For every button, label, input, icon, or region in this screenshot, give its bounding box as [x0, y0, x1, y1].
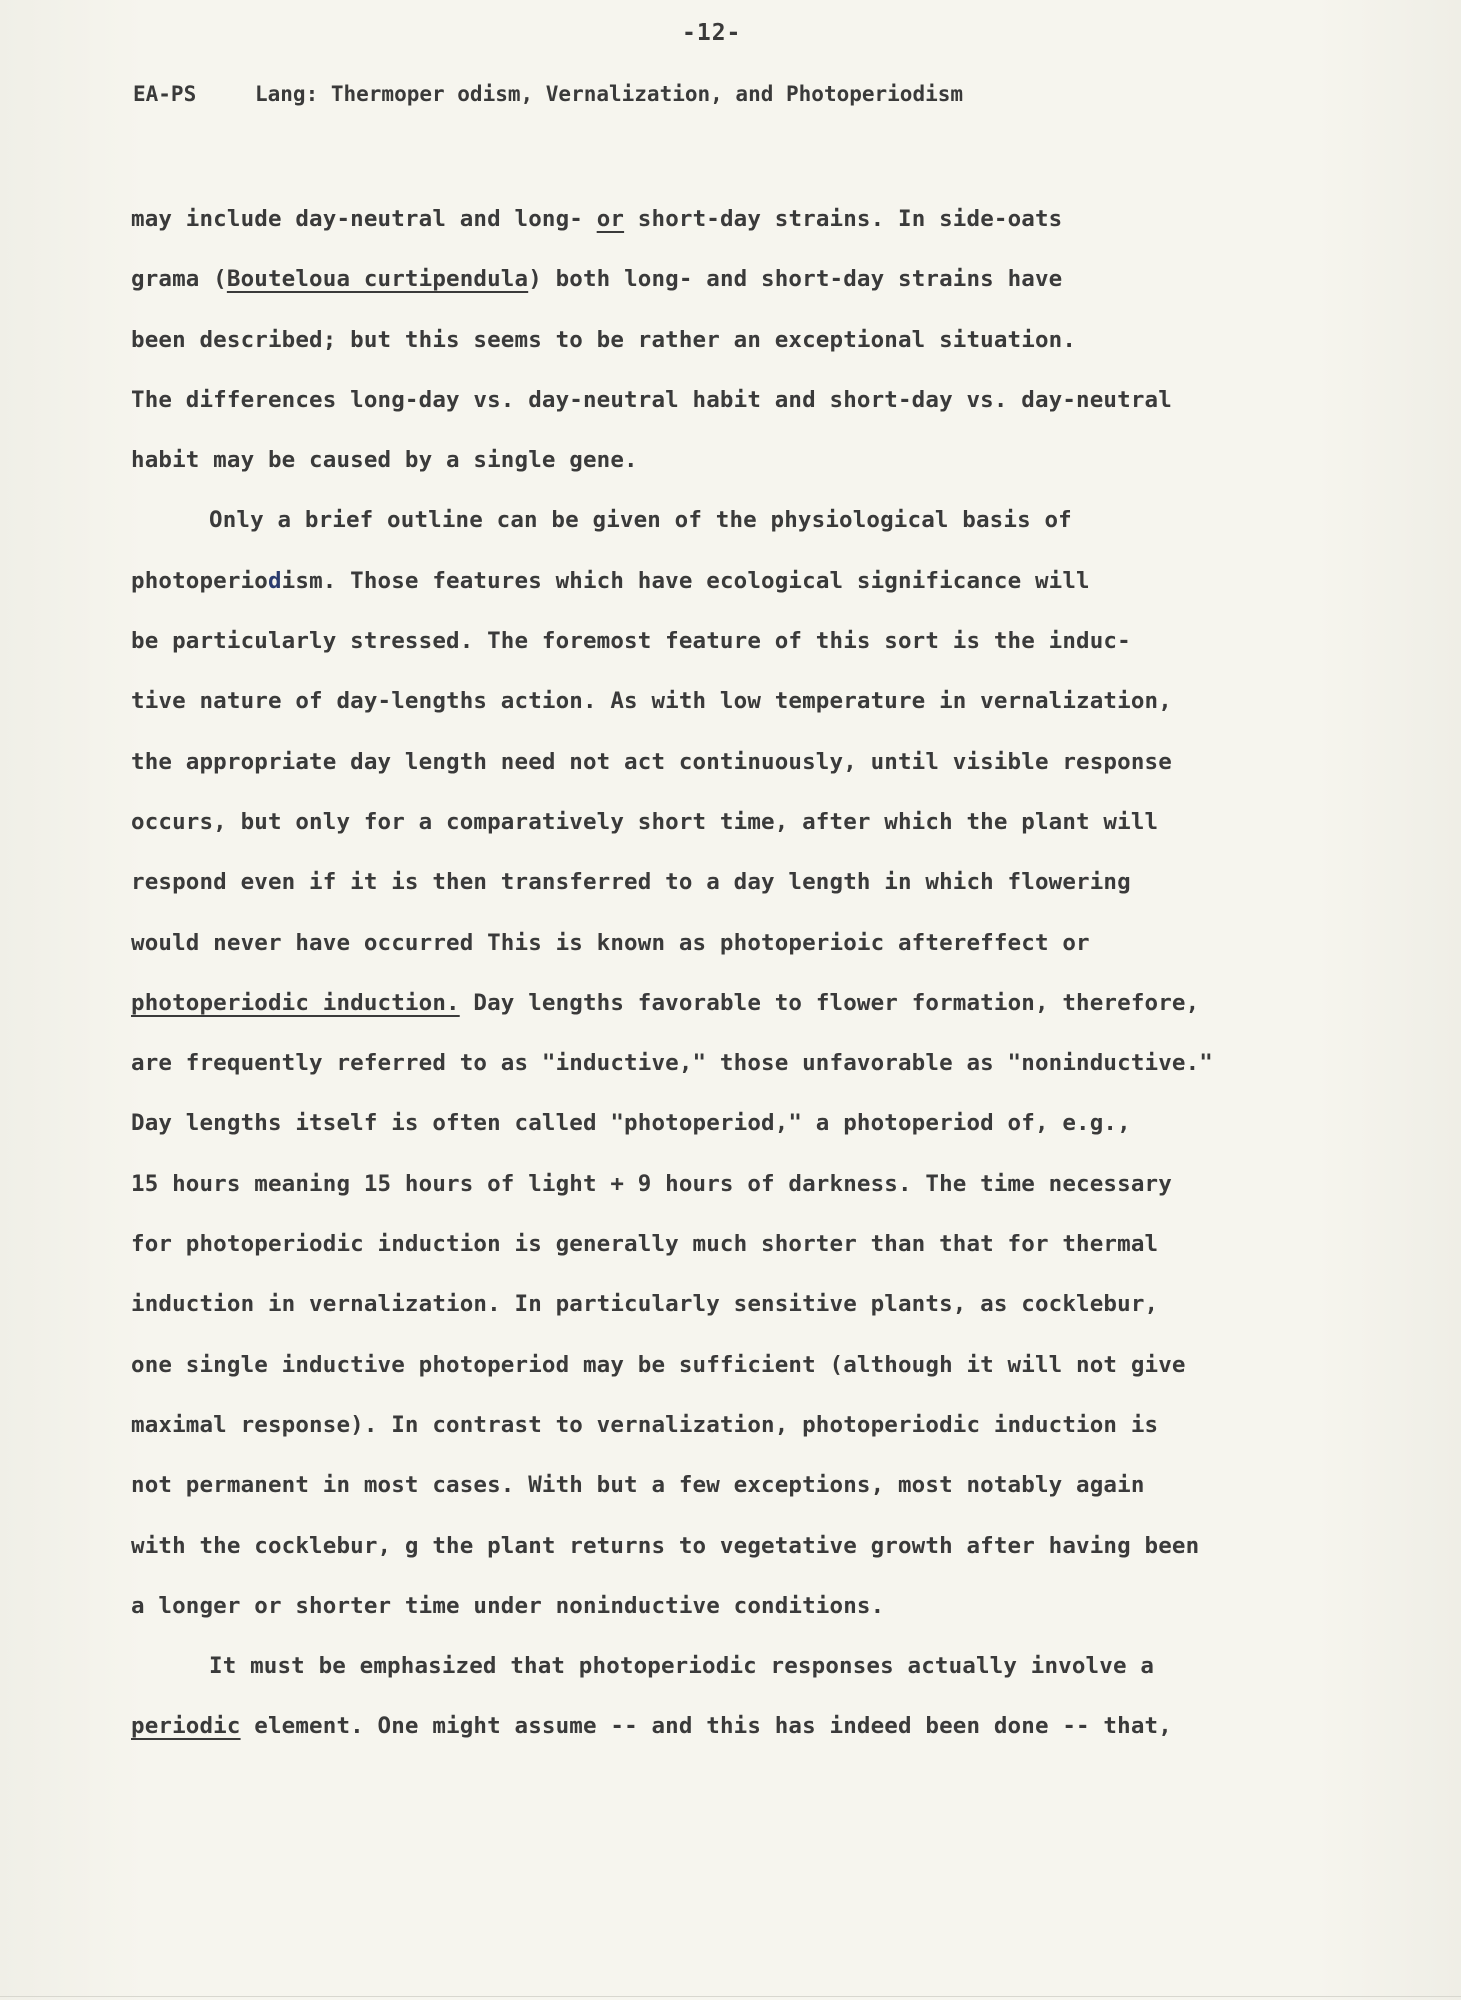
- underlined-text: Bouteloua curtipendula: [226, 266, 529, 293]
- text-segment: Day lengths favorable to flower formation, therefore,: [459, 989, 1200, 1016]
- text-line: the appropriate day length need not act continuously, until visible response: [131, 748, 1172, 775]
- text-line: been described; but this seems to be rather an exceptional situation.: [131, 326, 1077, 353]
- text-line: 15 hours meaning 15 hours of light + 9 hours of darkness. The time necessary: [131, 1170, 1172, 1197]
- text-line: would never have occurred This is known as photoperioic aftereffect or: [131, 929, 1090, 956]
- text-line: [131, 982, 1361, 1042]
- text-line: [131, 1705, 1361, 1765]
- text-line: a longer or shorter time under noninductive conditions.: [131, 1592, 885, 1619]
- text-line: with the cocklebur, g the plant returns to vegetative growth after having been: [131, 1532, 1200, 1559]
- text-line: occurs, but only for a comparatively short time, after which the plant will: [131, 808, 1159, 835]
- text-line: [131, 198, 1361, 258]
- text-segment: ism. Those features which have ecological significance will: [281, 567, 1090, 594]
- page-number: -12-: [682, 20, 742, 46]
- text-line: be particularly stressed. The foremost feature of this sort is the induc-: [131, 628, 1131, 655]
- text-line: The differences long-day vs. day-neutral habit and short-day vs. day-neutral: [131, 386, 1172, 413]
- text-line: Day lengths itself is often called "photoperiod," a photoperiod of, e.g.,: [131, 1110, 1131, 1137]
- text-segment: element. One might assume -- and this has indeed been done -- that,: [240, 1713, 1172, 1740]
- text-line: induction in vernalization. In particularly sensitive plants, as cocklebur,: [131, 1291, 1159, 1318]
- text-line: It must be emphasized that photoperiodic responses actually involve a: [209, 1653, 1155, 1680]
- page-edge: [0, 1996, 1461, 1997]
- text-line: one single inductive photoperiod may be sufficient (although it will not give: [131, 1351, 1186, 1378]
- underlined-text: periodic: [131, 1713, 241, 1740]
- underlined-text: or: [596, 206, 625, 232]
- text-line: for photoperiodic induction is generally much shorter than that for thermal: [131, 1231, 1159, 1258]
- text-segment: grama (: [131, 266, 227, 293]
- text-line: Only a brief outline can be given of the physiological basis of: [209, 507, 1072, 534]
- text-segment: short-day strains. In side-oats: [637, 206, 1063, 232]
- text-line: respond even if it is then transferred to a day length in which flowering: [131, 869, 1131, 896]
- text-segment: ) both long- and short-day strains have: [528, 266, 1063, 293]
- document-title: Lang: Thermoper odism, Vernalization, and Photoperiodism: [255, 82, 964, 106]
- text-segment: may include day-neutral and long-: [131, 206, 583, 232]
- text-line: [131, 258, 1361, 318]
- running-header: [133, 82, 1383, 106]
- text-line: habit may be caused by a single gene.: [131, 447, 638, 474]
- text-line: tive nature of day-lengths action. As with low temperature in vernalization,: [131, 688, 1172, 715]
- text-line: are frequently referred to as "inductive," those unfavorable as "noninductive.": [131, 1050, 1213, 1077]
- text-line: not permanent in most cases. With but a few exceptions, most notably again: [131, 1472, 1145, 1499]
- underlined-text: photoperiodic induction.: [131, 989, 460, 1016]
- text-line: [131, 560, 1361, 620]
- body-text: [131, 198, 1361, 1766]
- text-segment: photoperio: [131, 567, 268, 594]
- handwritten-correction: d: [267, 567, 282, 594]
- document-code: EA-PS: [133, 82, 197, 106]
- text-line: maximal response). In contrast to vernalization, photoperiodic induction is: [131, 1411, 1159, 1438]
